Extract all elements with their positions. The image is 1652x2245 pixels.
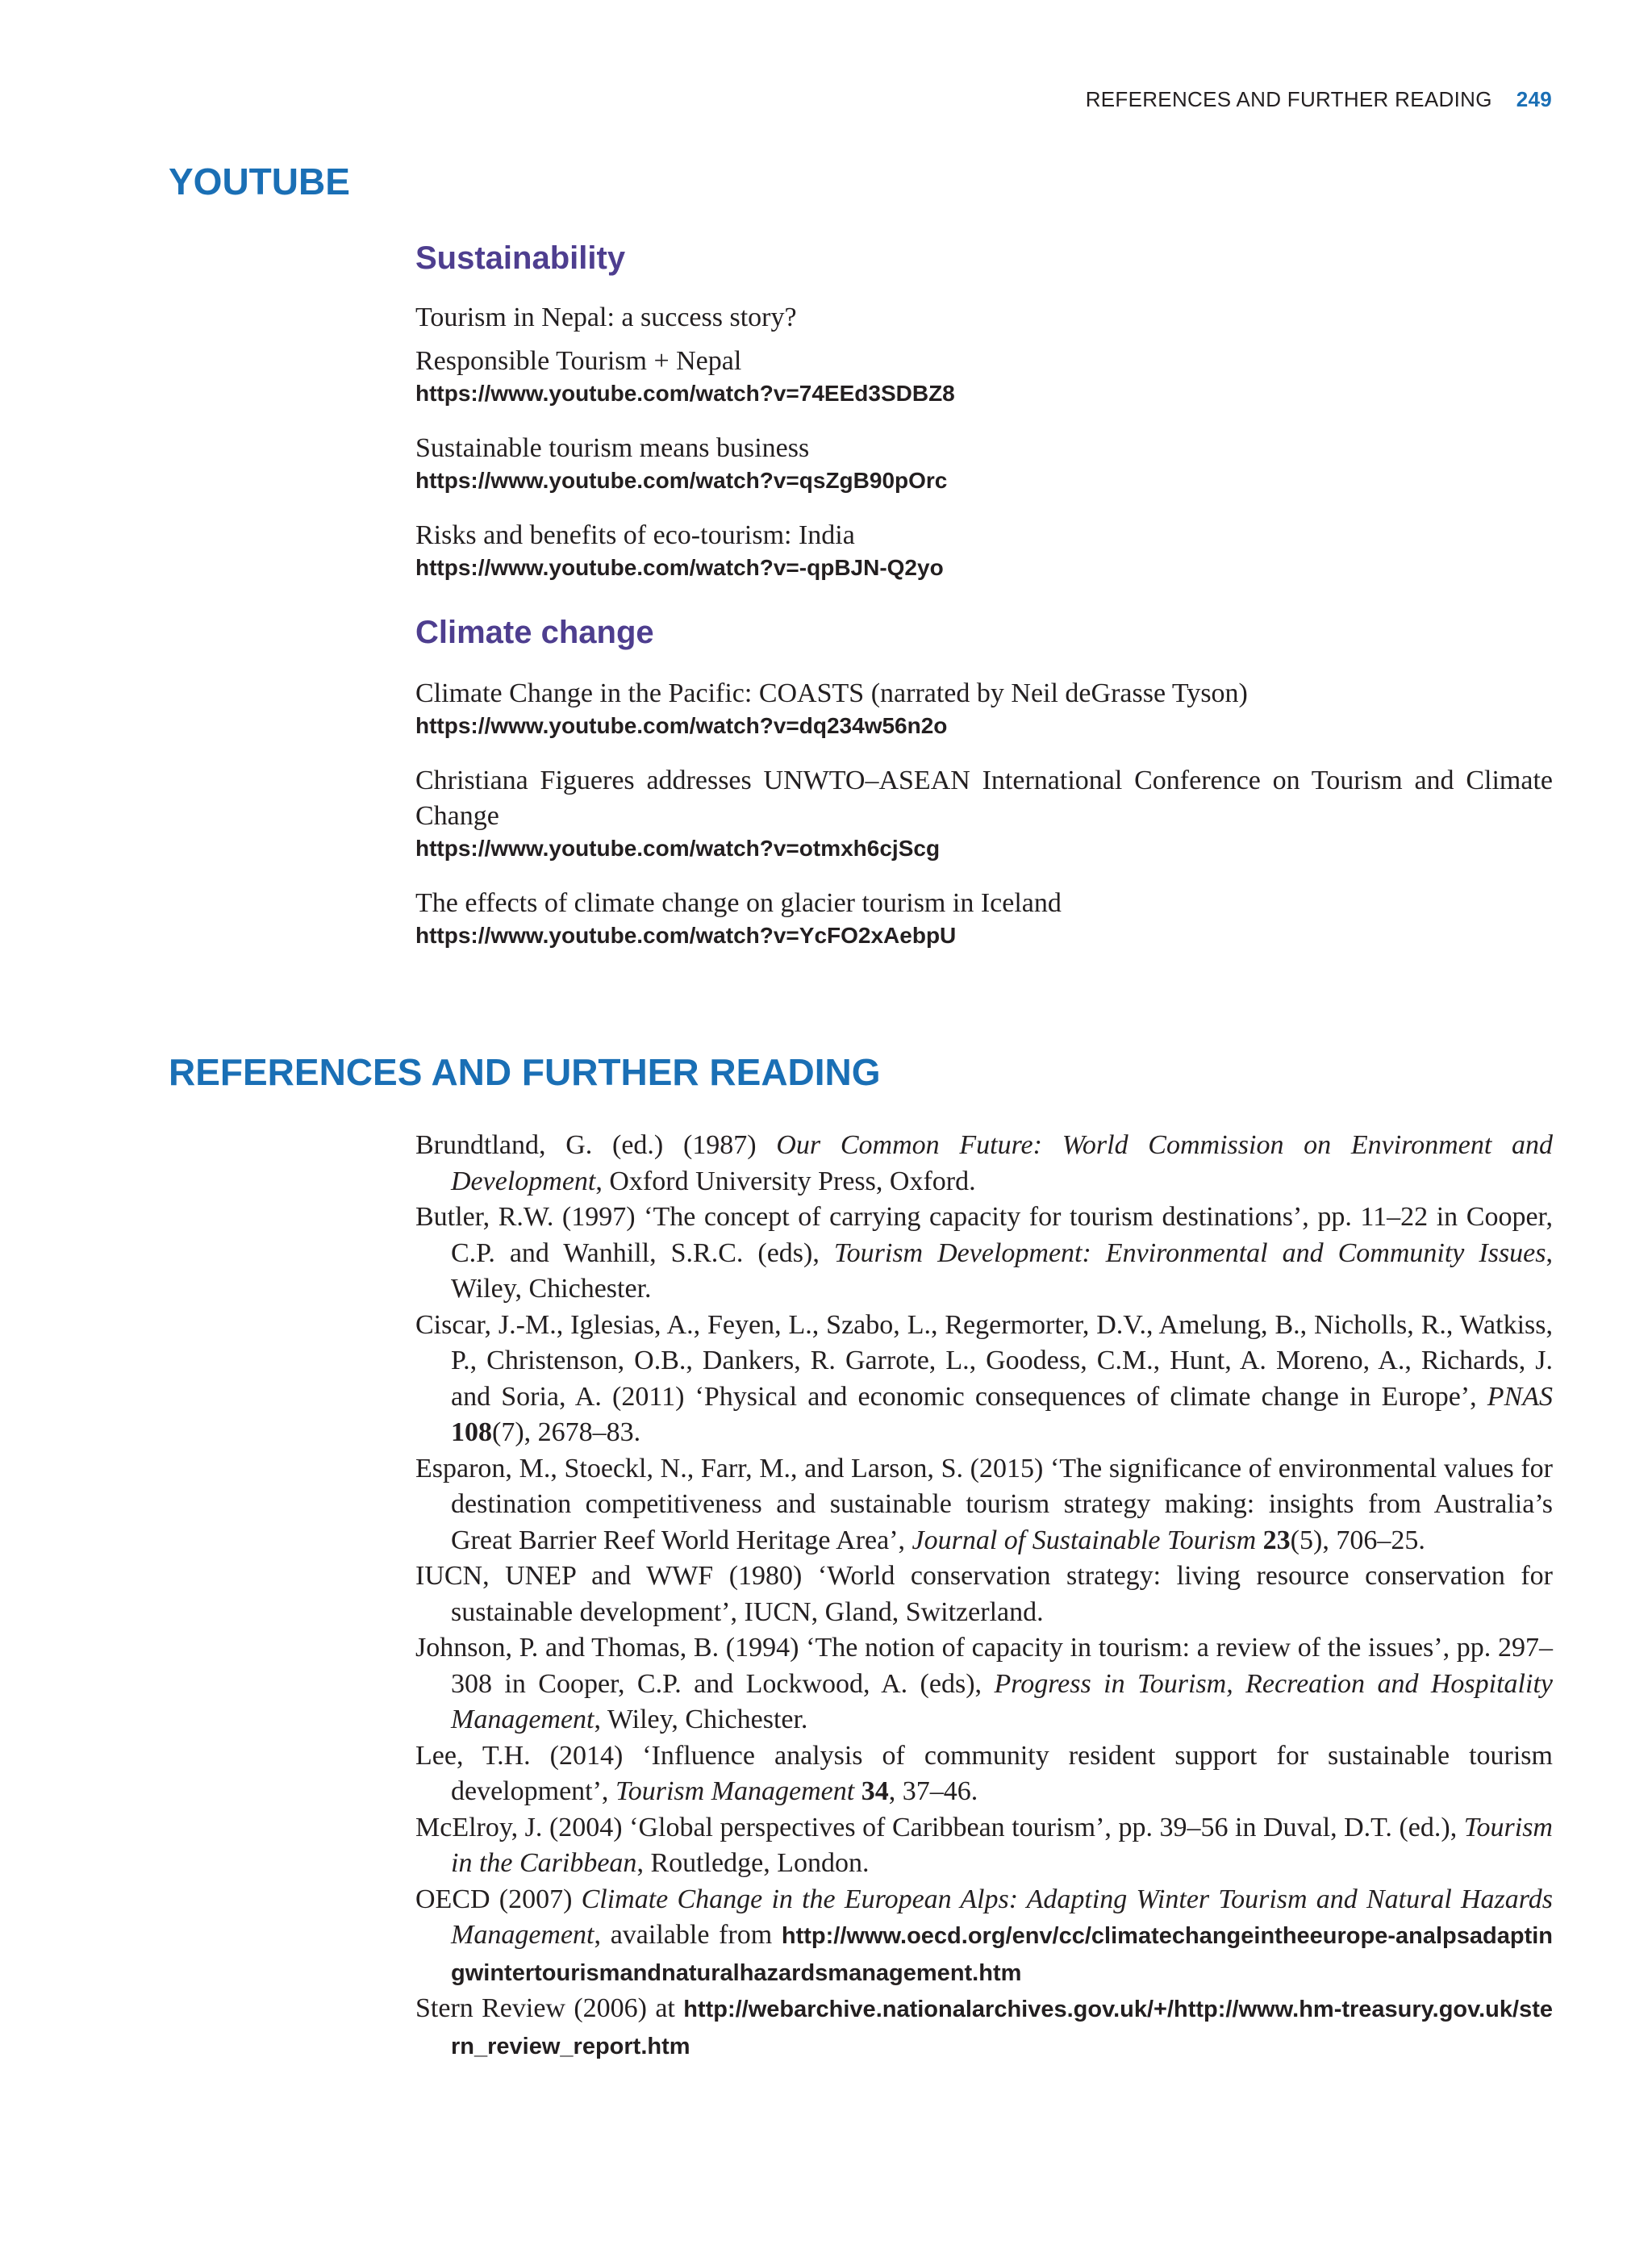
reference-item: McElroy, J. (2004) ‘Global perspectives of Caribbean tourism’, pp. 39–56 in Duval, D.T. (ed.), Tourism in the Caribbean, Routledge, London. (415, 1812, 1553, 1878)
running-head (1086, 87, 1552, 112)
climate-change-list (415, 676, 1553, 973)
video-title: The effects of climate change on glacier tourism in Iceland (415, 888, 1062, 918)
reference-link[interactable]: http://webarchive.nationalarchives.gov.uk/+/http://www.hm-treasury.gov.uk/stern_review_report.htm (451, 1997, 1553, 2059)
reference-link[interactable]: http://www.oecd.org/env/cc/climatechangeintheeurope-analpsadaptingwintertourismandnaturalhazardsmanagement.htm (451, 1923, 1553, 1986)
reference-item: Johnson, P. and Thomas, B. (1994) ‘The notion of capacity in tourism: a review of the issues’, pp. 297–308 in Cooper, C.P. and Lockwood, A. (eds), Progress in Tourism, Recreation and Hospitality Management, Wiley, Chichester. (415, 1633, 1553, 1734)
video-link[interactable]: https://www.youtube.com/watch?v=dq234w56n2o (415, 713, 948, 738)
video-title: Risks and benefits of eco-tourism: India (415, 520, 855, 550)
list-item (415, 300, 1553, 336)
video-title: Tourism in Nepal: a success story? (415, 303, 797, 332)
climate-change-heading: Climate change (415, 615, 654, 650)
sustainability-heading: Sustainability (415, 240, 626, 276)
references-section-title: REFERENCES AND FURTHER READING (169, 1051, 881, 1093)
running-title: REFERENCES AND FURTHER READING (1085, 87, 1492, 111)
reference-item: Brundtland, G. (ed.) (1987) Our Common Future: World Commission on Environment and Development, Oxford University Press, Oxford. (415, 1130, 1553, 1196)
list-item (415, 431, 1553, 495)
video-title: Sustainable tourism means business (415, 433, 810, 463)
video-link[interactable]: https://www.youtube.com/watch?v=otmxh6cjScg (415, 836, 941, 861)
reference-item: Lee, T.H. (2014) ‘Influence analysis of community resident support for sustainable tourism development’, Tourism Management 34, 37–46. (415, 1740, 1553, 1806)
list-item (415, 344, 1553, 408)
list-item (415, 763, 1553, 863)
video-title: Christiana Figueres addresses UNWTO–ASEAN International Conference on Tourism and Climate Change (415, 766, 1553, 831)
video-link[interactable]: https://www.youtube.com/watch?v=74EEd3SDBZ8 (415, 381, 955, 406)
page-number: 249 (1516, 87, 1552, 111)
video-title: Climate Change in the Pacific: COASTS (narrated by Neil deGrasse Tyson) (415, 678, 1248, 708)
list-item (415, 676, 1553, 741)
youtube-section-title: YOUTUBE (169, 161, 350, 202)
video-link[interactable]: https://www.youtube.com/watch?v=-qpBJN-Q2yo (415, 555, 944, 580)
list-item (415, 518, 1553, 582)
video-link[interactable]: https://www.youtube.com/watch?v=YcFO2xAebpU (415, 923, 957, 948)
reference-item: IUCN, UNEP and WWF (1980) ‘World conservation strategy: living resource conservation for sustainable development’, IUCN, Gland, Switzerland. (415, 1561, 1553, 1627)
reference-list (415, 1128, 1553, 2064)
reference-item: OECD (2007) Climate Change in the European Alps: Adapting Winter Tourism and Natural Hazards Management, available from http://www.oecd.org/env/cc/climatechangeintheeurope-analpsadaptingwintertourismandnaturalhazardsmanagement.htm (415, 1884, 1553, 1986)
reference-item: Butler, R.W. (1997) ‘The concept of carrying capacity for tourism destinations’, pp. 11–22 in Cooper, C.P. and Wanhill, S.R.C. (eds), Tourism Development: Environmental and Community Issues, Wiley, Chichester. (415, 1202, 1554, 1304)
video-title: Responsible Tourism + Nepal (415, 346, 742, 376)
reference-item: Stern Review (2006) at http://webarchive.nationalarchives.gov.uk/+/http://www.hm-treasury.gov.uk/stern_review_report.htm (415, 1993, 1553, 2059)
list-item (415, 886, 1553, 950)
sustainability-list (415, 300, 1553, 605)
video-link[interactable]: https://www.youtube.com/watch?v=qsZgB90pOrc (415, 468, 948, 493)
reference-item: Ciscar, J.-M., Iglesias, A., Feyen, L., Szabo, L., Regermorter, D.V., Amelung, B., Nicholls, R., Watkiss, P., Christenson, O.B., Dankers, R. Garrote, L., Goodess, C.M., Hunt, A. Moreno, A., Richards, J. and Soria, A. (2011) ‘Physical and economic consequences of climate change in Europe’, PNAS 108(7), 2678–83. (415, 1309, 1553, 1447)
reference-item: Esparon, M., Stoeckl, N., Farr, M., and Larson, S. (2015) ‘The significance of environmental values for destination competitiveness and sustainable tourism strategy making: insights from Australia’s Great Barrier Reef World Heritage Area’, Journal of Sustainable Tourism 23(5), 706–25. (415, 1453, 1553, 1555)
